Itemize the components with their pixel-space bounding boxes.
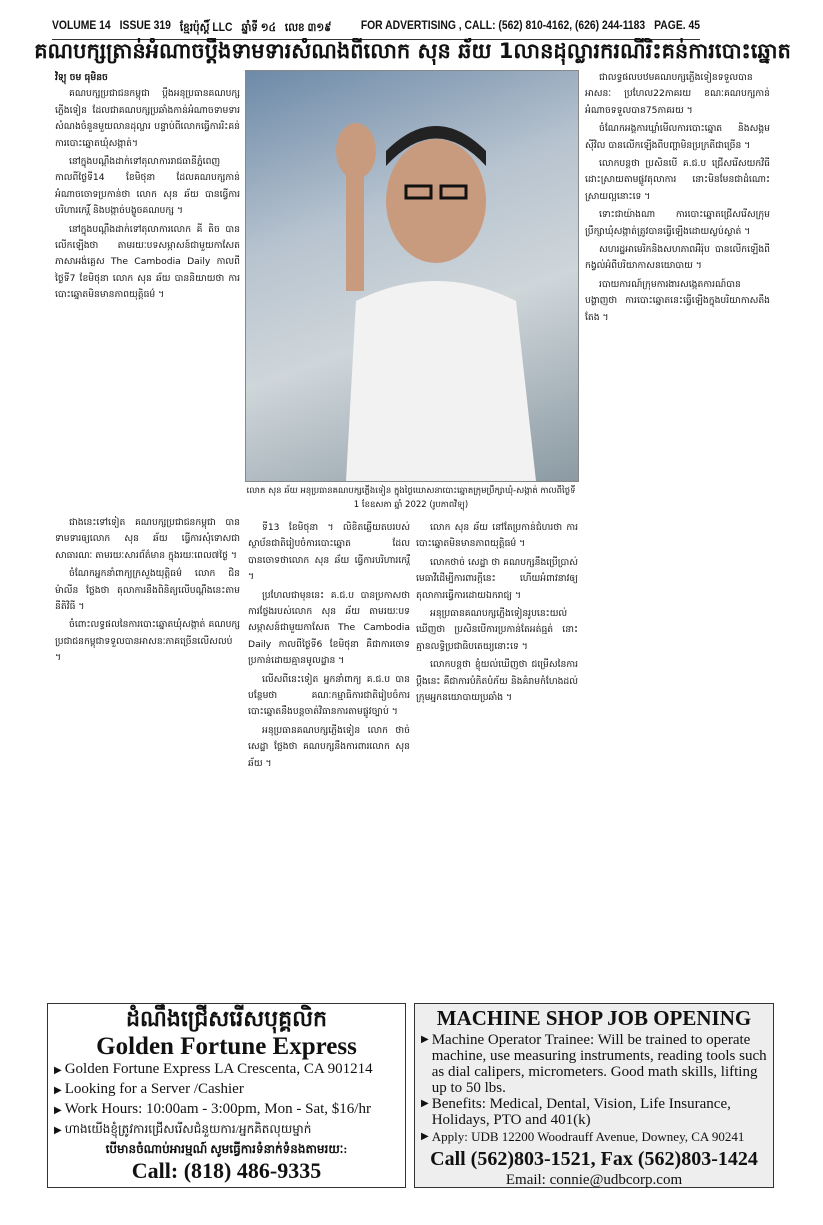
- bullet-triangle-icon: ▶: [421, 1131, 429, 1142]
- page-number: PAGE. 45: [654, 20, 700, 32]
- ad-item: ▶ Work Hours: 10:00am - 3:00pm, Mon - Sat, $16/hr: [54, 1101, 371, 1117]
- ad-item: ▶ Apply: UDB 12200 Woodrauff Avenue, Downey, CA 90241: [421, 1129, 745, 1144]
- paragraph: ប្រហែលជាមុននេះ គ.ជ.ប បានប្រកាសថា ការថ្លែងរបស់លោក សុន ឆ័យ តាមរយៈបទសម្ភាសន៍ជាមួយកាសែត The Cambodia Daily កាលពីថ្ងៃទី6 ខែមិថុនា គឺជាការចោទប្រកាន់ដោយគ្មានមូលដ្ឋាន ។: [248, 589, 410, 667]
- paragraph: លោកបន្តថា ប្រសិនបើ គ.ជ.ប ជ្រើសរើសយកវិធីដោះស្រាយតាមផ្លូវតុលាការ នោះមិនមែនជាដំណោះស្រាយល្អនោះទេ ។: [585, 158, 770, 202]
- ad-item: ▶ Golden Fortune Express LA Crescenta, CA 901214: [54, 1061, 373, 1077]
- machine-shop-ad: [414, 1003, 774, 1188]
- ad-business-name: Golden Fortune Express: [96, 1033, 357, 1060]
- khmer-issue: លេខ ៣១៩: [284, 22, 332, 34]
- volume: VOLUME 14: [52, 20, 111, 32]
- paragraph: ទោះជាយ៉ាងណា ការបោះឆ្នោតជ្រើសរើសក្រុមប្រឹក្សាឃុំសង្កាត់ត្រូវបានធ្វើឡើងដោយស្ងប់ស្ងាត់ ។: [585, 209, 770, 237]
- khmer-volume: ឆ្នាំទី ១៤: [241, 22, 276, 34]
- ad-phone: Call: (818) 486-9335: [131, 1158, 322, 1183]
- paragraph: លើសពីនេះទៀត អ្នកនាំពាក្យ គ.ជ.ប បានបន្ថែមថា គណៈកម្មាធិការជាតិរៀបចំការបោះឆ្នោតនឹងបន្តចាត់វិធានការតាមផ្លូវច្បាប់ ។: [248, 673, 410, 718]
- paragraph: លោកបន្ដថា ខ្ញុំយល់ឃើញថា ជម្រើសនៃការប្ដឹងនេះ គឺជាការបំភិតបំភ័យ និងគំរាមកំហែងដល់ក្រុមអ្នកនយោបាយប្រឆាំង ។: [416, 659, 578, 704]
- paragraph: ចំណែកអង្គការឃ្លាំមើលការបោះឆ្នោត និងសង្គមស៊ីវិល បានលើកឡើងពីបញ្ហាមិនប្រក្រតីជាច្រើន ។: [585, 123, 770, 151]
- paragraph: គណបក្សប្រជាជនកម្ពុជា ប្ដឹងអនុប្រធានគណបក្សភ្លើងទៀន ដែលជាគណបក្សប្រឆាំងកាន់អំណាចទាមទារសំណងចំនួនមួយលានដុល្លារ បន្ទាប់ពីលោកធ្វើការរិះគន់ការបោះឆ្នោតឃុំសង្កាត់។: [55, 88, 240, 149]
- article-photo: [245, 70, 579, 482]
- bullet-triangle-icon: ▶: [54, 1105, 62, 1116]
- paragraph: អនុប្រធានគណបក្សភ្លើងទៀនរូបនេះយល់ឃើញថា ប្រសិនបើការប្រកាន់តែអត់ធ្មត់ នោះគ្មានលទ្ធិប្រជាធិបតេយ្យនោះទេ ។: [416, 608, 578, 652]
- paragraph: អនុប្រធានគណបក្សភ្លើងទៀន លោក ថាច់ សេដ្ឋា ថ្លែងថា គណបក្សនឹងការពារលោក សុន ឆ័យ ។: [248, 724, 410, 769]
- ad-item: ▶ ហាងយើងខ្ញុំត្រូវការជ្រើសរើសជំនួយការ/អ្នកគិតលុយម្នាក់: [54, 1122, 312, 1136]
- paragraph: សហរដ្ឋអាមេរិកនិងសហភាពអឺរ៉ុប បានលើកឡើងពីកង្វល់អំពីបរិយាកាសនយោបាយ ។: [585, 244, 770, 272]
- bullet-triangle-icon: ▶: [421, 1034, 429, 1045]
- bullet-triangle-icon: ▶: [54, 1065, 62, 1076]
- article-column-2: [248, 520, 410, 1000]
- ad-phone: Call (562)803-1521, Fax (562)803-1424: [430, 1148, 758, 1170]
- ad-khmer-title: ដំណឹងជ្រើសរើសបុគ្គលិក: [126, 1006, 327, 1031]
- paragraph: ចំណែកអ្នកនាំពាក្យក្រសួងយុត្តិធម៌ លោក ជិន ម៉ាលីន ថ្លែងថា តុលាការនឹងពិនិត្យលើបណ្ដឹងនេះតាមនីតិវិធី ។: [55, 568, 240, 613]
- ad-item: ▶ Machine Operator Trainee: Will be trained to operate machine, use measuring instruments, reading tools such as dial calipers, micrometers. Good math skills, lifting up to 50 lbs.: [421, 1032, 767, 1096]
- advertising-contact: FOR ADVERTISING , CALL: (562) 810-4162, (626) 244-1183: [360, 20, 646, 32]
- issue: ISSUE 319: [119, 20, 171, 32]
- page-header: [52, 20, 700, 40]
- headline: គណបក្សត្រាន់អំណាចប្ដឹងទាមទារសំណងពីលោក សុន ឆ័យ 1លានដុល្លារករណីរិះគន់ការបោះឆ្នោត: [34, 39, 791, 63]
- photo-illustration: [246, 71, 578, 481]
- article-column-3: [416, 520, 578, 1000]
- paragraph: ទី13 ខែមិថុនា ។ លិខិតឆ្លើយតបរបស់ស្ថាប័នជាតិរៀបចំការបោះឆ្នោត ដែលបានចោទថាលោក សុន ឆ័យ ធ្វើការបរិហារកេរ្តិ៍ ។: [248, 522, 410, 583]
- ad-item: ▶ Benefits: Medical, Dental, Vision, Life Insurance, Holidays, PTO and 401(k): [421, 1096, 731, 1128]
- paragraph: ជាងនេះទៅទៀត គណបក្សប្រជាជនកម្ពុជា បានទាមទារឲ្យលោក សុន ឆ័យ ធ្វើការសុំទោសជាសាធារណៈ តាមរយៈសារព័ត៌មាន ក្នុងរយៈពេល៧ថ្ងៃ ។: [55, 517, 240, 561]
- paragraph: ជាលទ្ធផលបឋមគណបក្សភ្លើងទៀនទទួលបានអាសនៈ ប្រហែល22ភាគរយ ខណៈគណបក្សកាន់អំណាចទទួលបាន75ភាគរយ ។: [585, 72, 770, 116]
- paragraph: របាយការណ៍ក្រុមការងារសង្កេតការណ៍បានបង្ហាញថា ការបោះឆ្នោតនេះធ្វើឡើងក្នុងបរិយាកាសតឹងតែង ។: [585, 278, 770, 323]
- ad-title: MACHINE SHOP JOB OPENING: [436, 1006, 752, 1030]
- article-column-4: [585, 70, 770, 995]
- bullet-triangle-icon: ▶: [421, 1098, 429, 1109]
- paper-name: ខ្មែរប៉ុស្តិ៍ LLC: [179, 22, 233, 34]
- ad-item: ▶ Looking for a Server /Cashier: [54, 1081, 244, 1097]
- golden-fortune-ad: [47, 1003, 406, 1188]
- article-column-1: [55, 70, 240, 510]
- paragraph: លោក សុន ឆ័យ នៅតែប្រកាន់ជំហរថា ការបោះឆ្នោតមិនមានភាពយុត្តិធម៌ ។: [416, 522, 578, 550]
- paragraph: ចំពោះលទ្ធផលនៃការបោះឆ្នោតឃុំសង្កាត់ គណបក្សប្រជាជនកម្ពុជាទទួលបានអាសនៈភាគច្រើនលើសលប់ ។: [55, 619, 240, 664]
- paragraph: លោកថាច់ សេដ្ឋា ថា គណបក្សនឹងប្រើប្រាស់មេធាវីដើម្បីការពារក្ដីនេះ ហើយអំពាវនាវឲ្យតុលាការធ្វើការដោយឯករាជ្យ ។: [416, 556, 578, 601]
- ad-khmer-cta: បើមានចំណាប់អារម្មណ៍ សូមធ្វើការទំនាក់ទំនងតាមរយៈ:: [105, 1142, 348, 1156]
- photo-caption: លោក សុន ឆ័យ អនុប្រធានគណបក្សភ្លើងទៀន ក្នុងថ្ងៃឃោសនាបោះឆ្នោតក្រុមប្រឹក្សាឃុំ-សង្កាត់ កាលពីថ្ងៃទី 1 ខែឧសភា ឆ្នាំ 2022 (រូបភាពវិទ្យុ): [246, 486, 576, 510]
- paragraph: នៅក្នុងបណ្ដឹងដាក់ទៅតុលាការរាជធានីភ្នំពេញ កាលពីថ្ងៃទី14 ខែមិថុនា ដែលគណបក្សកាន់អំណាចចោទប្រកាន់ថា លោក សុន ឆ័យ បានធ្វើការបរិហារកេរ្តិ៍ និងបង្កាច់បង្ខូចគណបក្ស ។: [55, 156, 240, 217]
- paragraph: នៅក្នុងបណ្ដឹងដាក់ទៅតុលាការលោក គី តិច បានលើកឡើងថា តាមរយៈបទសម្ភាសន៍ជាមួយកាសែតភាសាអង់គ្លេស The Cambodia Daily កាលពីថ្ងៃទី7 ខែមិថុនា លោក សុន ឆ័យ បាននិយាយថា ការបោះឆ្នោតមិនមានភាពយុត្តិធម៌ ។: [55, 223, 240, 301]
- article-column-1b: [55, 515, 240, 995]
- bullet-triangle-icon: ▶: [54, 1125, 62, 1136]
- byline: វិទ្យុ ចម ធុមិនច: [55, 72, 108, 83]
- ad-email[interactable]: Email: connie@udbcorp.com: [505, 1172, 683, 1188]
- bullet-triangle-icon: ▶: [54, 1085, 62, 1096]
